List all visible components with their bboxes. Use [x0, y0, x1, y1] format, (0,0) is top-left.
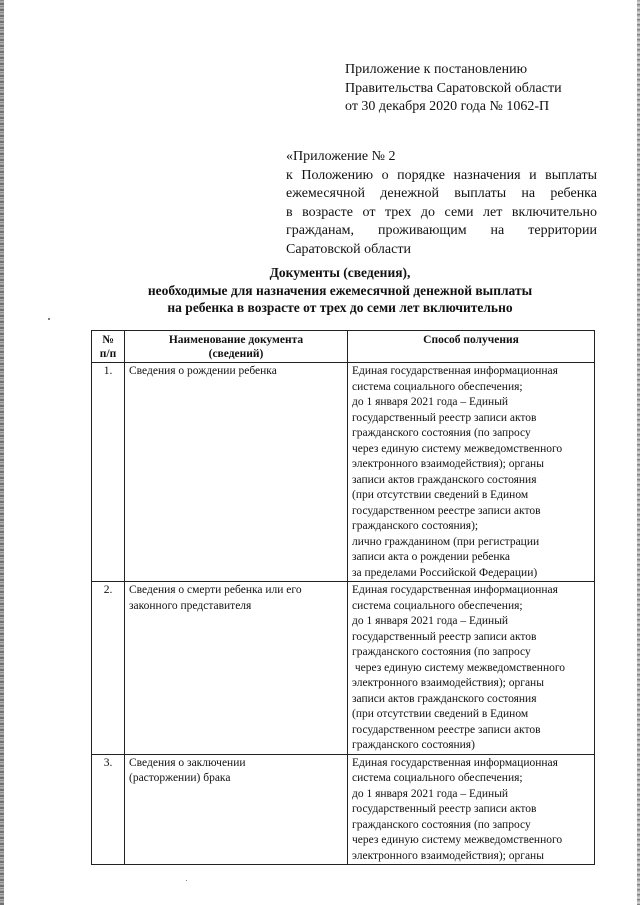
column-header-method [348, 331, 595, 363]
cell-line: (при отсутствии сведений в Едином [352, 708, 529, 720]
approval-header [345, 61, 605, 117]
cell-line: за пределами Российской Федерации) [352, 566, 538, 579]
table-header-row [92, 331, 595, 363]
retrieval-method [348, 363, 595, 582]
cell-line: (расторжении) брака [129, 772, 231, 784]
cell-line: до 1 января 2021 года – Единый [352, 615, 509, 627]
table-row [92, 582, 595, 755]
scan-edge-left [0, 0, 4, 905]
table-row [92, 363, 595, 582]
document-name [125, 582, 348, 755]
appendix-reference [286, 148, 597, 259]
cell-line: Сведения о заключении [129, 756, 246, 769]
scan-speck [186, 880, 187, 881]
cell-line: государственный реестр записи актов [352, 411, 537, 424]
cell-line: через единую систему межведомственного [352, 661, 566, 674]
appendix-line: в возрасте от трех до семи лет включительно [286, 204, 597, 220]
header-line: Правительства Саратовской области [345, 80, 562, 96]
header-text: Наименование документа [168, 334, 304, 346]
row-number: 2. [92, 582, 125, 755]
cell-line: записи акта о рождении ребенка [352, 551, 511, 563]
cell-line: Единая государственная информационная [352, 365, 558, 377]
cell-line: гражданского состояния (по запросу [352, 818, 531, 831]
document-name [125, 754, 348, 865]
cell-line: государственном реестре записи актов [352, 723, 541, 736]
cell-line: (при отсутствии сведений в Едином [352, 489, 529, 501]
appendix-line: Саратовской области [286, 241, 411, 257]
cell-line: до 1 января 2021 года – Единый [352, 787, 509, 800]
cell-line: электронного взаимодействия); органы [352, 677, 544, 689]
column-header-number [92, 331, 125, 363]
cell-line: государственный реестр записи актов [352, 630, 537, 643]
cell-line: гражданского состояния) [352, 739, 475, 751]
document-name [125, 363, 348, 582]
cell-line: Единая государственная информационная [352, 584, 558, 596]
cell-line: гражданского состояния); [352, 520, 479, 532]
cell-line: Единая государственная информационная [352, 756, 558, 769]
cell-line: государственный реестр записи актов [352, 803, 537, 815]
cell-line: государственном реестре записи актов [352, 504, 541, 517]
header-text: Способ получения [423, 334, 519, 346]
cell-line: через единую систему межведомственного [352, 442, 563, 455]
retrieval-method [348, 582, 595, 755]
header-text: № [102, 334, 114, 346]
column-header-document-name [125, 331, 348, 363]
cell-line: записи актов гражданского состояния [352, 692, 537, 705]
appendix-line: ежемесячной денежной выплаты на ребенка [286, 186, 597, 201]
appendix-line: «Приложение № 2 [286, 149, 396, 164]
cell-line: электронного взаимодействия); органы [352, 849, 544, 862]
cell-line: гражданского состояния (по запросу [352, 646, 531, 658]
title-line: Документы (сведения), [269, 265, 411, 280]
header-line: Приложение к постановлению [345, 62, 528, 77]
cell-line: до 1 января 2021 года – Единый [352, 396, 509, 408]
cell-line: лично гражданином (при регистрации [352, 535, 540, 548]
appendix-line: гражданам, проживающим на территории [286, 223, 597, 238]
cell-line: Сведения о смерти ребенка или его [129, 584, 302, 596]
cell-line: законного представителя [129, 599, 252, 612]
cell-line: система социального обеспечения; [352, 772, 523, 784]
scan-speck [48, 318, 50, 320]
header-line: от 30 декабря 2020 года № 1062-П [345, 99, 550, 114]
title-line: необходимые для назначения ежемесячной денежной выплаты [147, 282, 533, 298]
title-line: на ребенка в возрасте от трех до семи лет включительно [167, 300, 513, 315]
document-title [100, 264, 580, 317]
retrieval-method [348, 754, 595, 865]
appendix-line: к Положению о порядке назначения и выплаты [286, 167, 597, 183]
table-row [92, 754, 595, 865]
cell-line: Сведения о рождении ребенка [129, 365, 277, 377]
header-text: (сведений) [208, 348, 264, 360]
header-text: п/п [99, 348, 117, 360]
cell-line: записи актов гражданского состояния [352, 473, 537, 486]
cell-line: система социального обеспечения; [352, 380, 523, 393]
row-number: 3. [92, 754, 125, 865]
cell-line: гражданского состояния (по запросу [352, 427, 531, 439]
cell-line: через единую систему межведомственного [352, 834, 563, 846]
cell-line: электронного взаимодействия); органы [352, 458, 544, 470]
row-number: 1. [92, 363, 125, 582]
documents-table [91, 330, 595, 865]
cell-line: система социального обеспечения; [352, 599, 523, 612]
